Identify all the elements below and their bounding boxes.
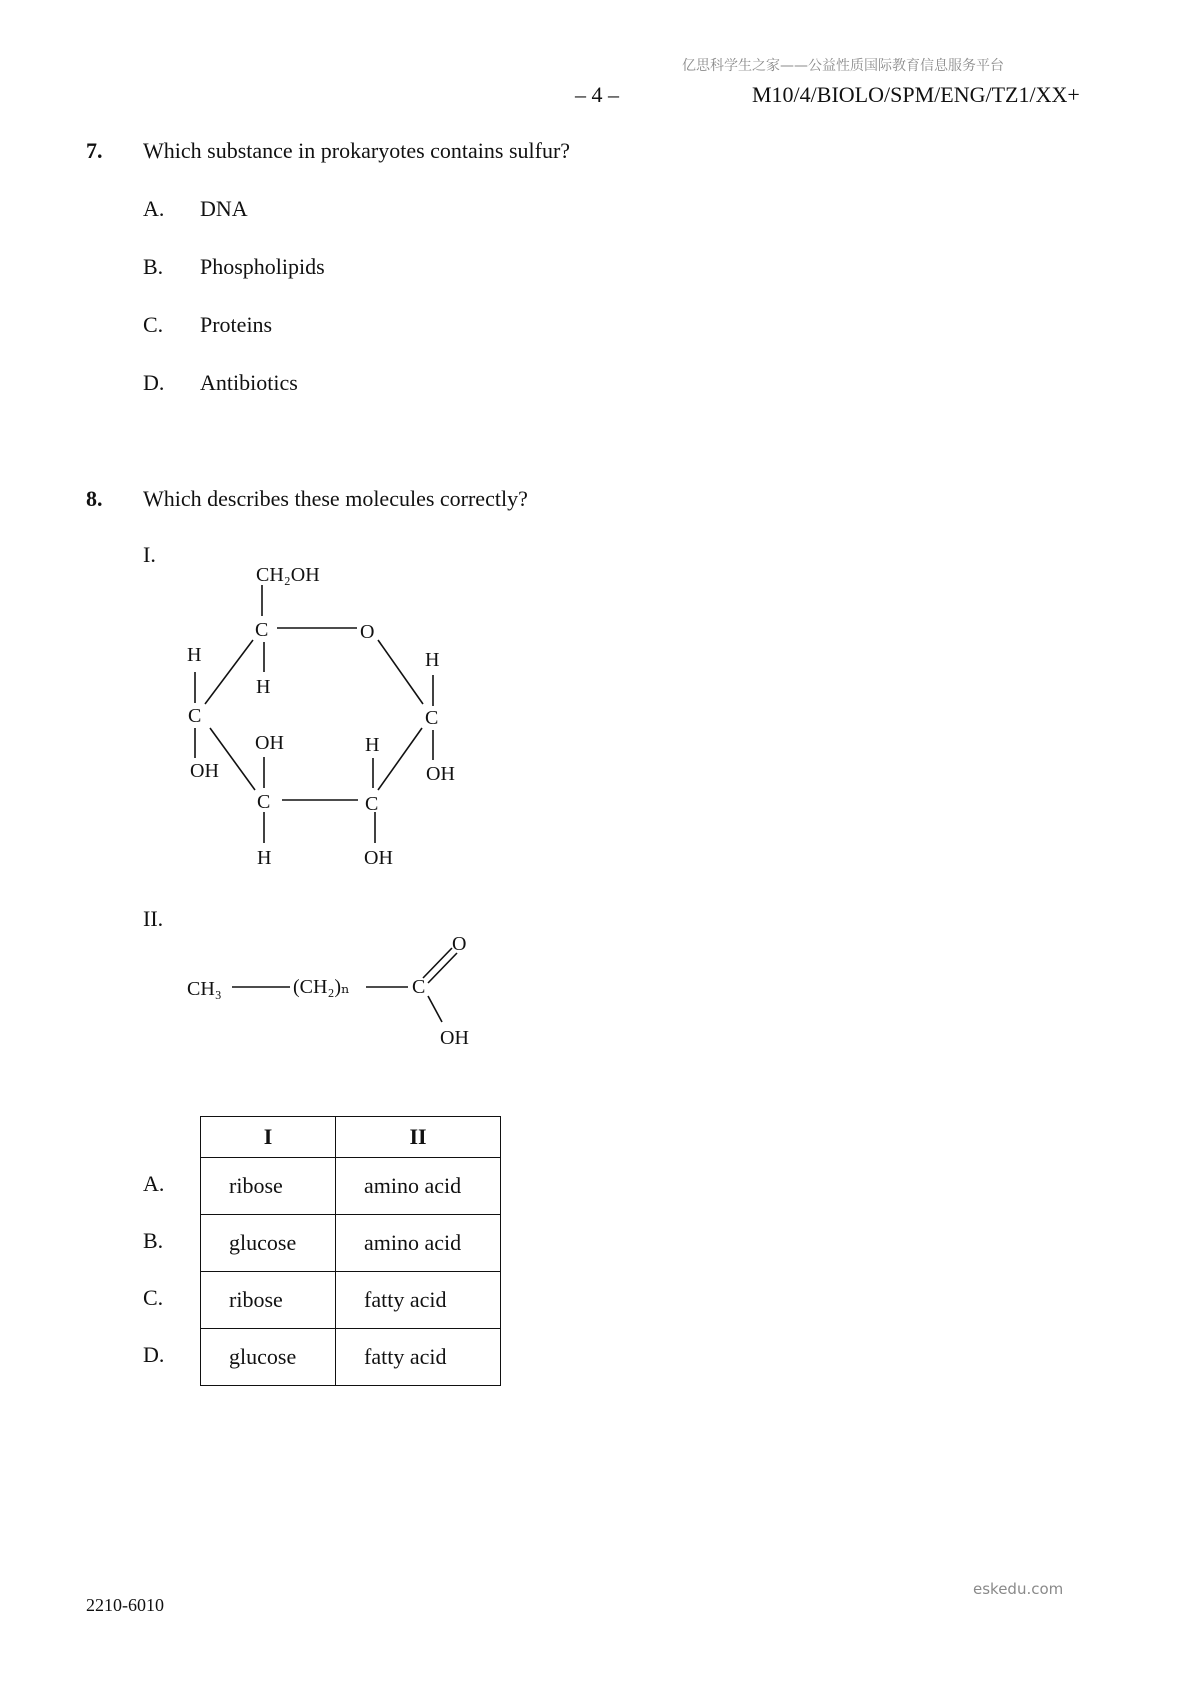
table-cell: glucose bbox=[201, 1329, 336, 1386]
table-header-i: I bbox=[201, 1117, 336, 1158]
q7-option-d-letter: D. bbox=[143, 370, 165, 395]
table-row bbox=[201, 1158, 501, 1215]
hydroxyl-label: OH bbox=[440, 1027, 469, 1049]
q7-option-b-letter: B. bbox=[143, 254, 164, 279]
table-header-ii: II bbox=[336, 1117, 501, 1158]
ring-carbon-1: C bbox=[425, 707, 439, 729]
q7-option-a-text: DNA bbox=[200, 196, 248, 221]
q8-option-c-letter: C. bbox=[143, 1285, 164, 1310]
h-label: H bbox=[187, 644, 202, 666]
h-label: H bbox=[256, 676, 271, 698]
table-row bbox=[201, 1272, 501, 1329]
watermark-bottom: eskedu.com bbox=[973, 1580, 1064, 1598]
ring-carbon-4: C bbox=[188, 705, 202, 727]
molecule-ii-structure bbox=[187, 933, 469, 1049]
carbonyl-oxygen: O bbox=[452, 933, 467, 955]
table-cell: amino acid bbox=[336, 1158, 501, 1215]
question-8-text: Which describes these molecules correctly? bbox=[143, 486, 528, 511]
oh-label: OH bbox=[190, 760, 219, 782]
watermark-top: 亿思科学生之家——公益性质国际教育信息服务平台 bbox=[682, 58, 1004, 74]
table-row bbox=[201, 1215, 501, 1272]
q7-option-c-letter: C. bbox=[143, 312, 164, 337]
ring-carbon-5: C bbox=[255, 619, 269, 641]
ch3-label: CH₃ bbox=[187, 978, 222, 1000]
oh-label: OH bbox=[426, 763, 455, 785]
question-7-number: 7. bbox=[86, 138, 103, 163]
molecule-ii-label: II. bbox=[143, 906, 164, 931]
oh-label: OH bbox=[255, 732, 284, 754]
table-cell: fatty acid bbox=[336, 1272, 501, 1329]
q7-option-a-letter: A. bbox=[143, 196, 165, 221]
question-7-text: Which substance in prokaryotes contains sulfur? bbox=[143, 138, 571, 163]
table-cell: fatty acid bbox=[336, 1329, 501, 1386]
question-8-number: 8. bbox=[86, 486, 103, 511]
q8-option-d-letter: D. bbox=[143, 1342, 165, 1367]
oh-label: OH bbox=[364, 847, 393, 869]
carboxyl-carbon: C bbox=[412, 976, 426, 998]
answer-table bbox=[200, 1116, 501, 1386]
page-number: – 4 – bbox=[575, 82, 619, 107]
q7-option-b-text: Phospholipids bbox=[200, 254, 325, 279]
ch2oh-label: CH₂OH bbox=[256, 564, 320, 586]
q7-option-d-text: Antibiotics bbox=[200, 370, 298, 395]
paper-code: M10/4/BIOLO/SPM/ENG/TZ1/XX+ bbox=[752, 82, 1080, 107]
table-row bbox=[201, 1329, 501, 1386]
q8-option-b-letter: B. bbox=[143, 1228, 164, 1253]
ring-carbon-2: C bbox=[365, 793, 379, 815]
table-cell: ribose bbox=[201, 1272, 336, 1329]
paper-footer-code: 2210-6010 bbox=[86, 1595, 164, 1615]
table-cell: glucose bbox=[201, 1215, 336, 1272]
q7-option-c-text: Proteins bbox=[200, 312, 273, 337]
molecule-i-label: I. bbox=[143, 542, 156, 567]
q8-option-a-letter: A. bbox=[143, 1171, 165, 1196]
table-header-row bbox=[201, 1117, 501, 1158]
ring-carbon-3: C bbox=[257, 791, 271, 813]
h-label: H bbox=[365, 734, 380, 756]
ring-oxygen: O bbox=[360, 621, 375, 643]
table-cell: ribose bbox=[201, 1158, 336, 1215]
molecule-i-structure bbox=[187, 564, 455, 869]
ch2n-label: (CH₂)ₙ bbox=[293, 976, 350, 998]
h-label: H bbox=[425, 649, 440, 671]
table-cell: amino acid bbox=[336, 1215, 501, 1272]
h-label: H bbox=[257, 847, 272, 869]
